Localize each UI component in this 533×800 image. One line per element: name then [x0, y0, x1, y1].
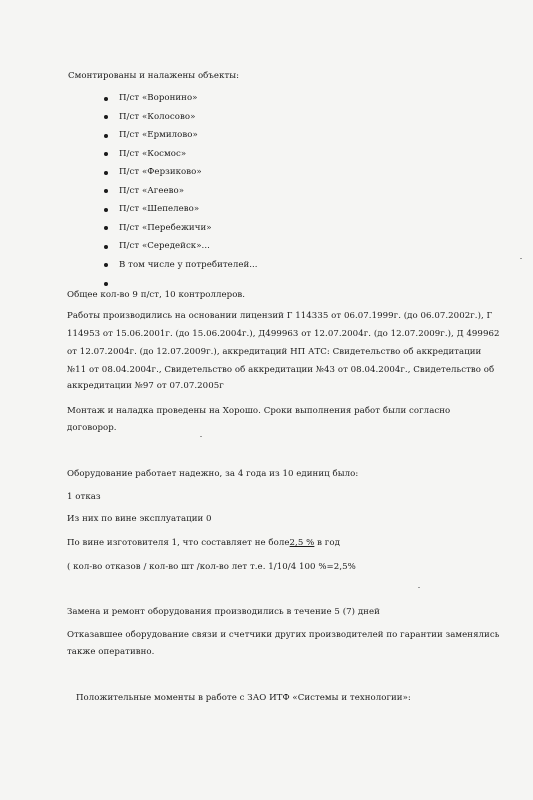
object-item: П/ст «Космос»	[119, 148, 187, 159]
object-item: П/ст «Ермилово»	[119, 130, 198, 140]
bullet-icon	[104, 282, 108, 286]
object-item: П/ст «Воронино»	[119, 93, 198, 103]
replacement-text: Замена и ремонт оборудования производились в течение 5 (7) дней	[67, 607, 380, 617]
bullet-icon	[104, 134, 108, 138]
reliability-text: Оборудование работает надежно, за 4 года из 10 единиц было:	[67, 469, 359, 479]
positive-moments-heading: Положительные моменты в работе с ЗАО ИТФ «Системы и технологии»:	[76, 693, 411, 703]
manufacturer-fault-suffix: в год	[314, 538, 340, 548]
total-count: Общее кол-во 9 п/ст, 10 контроллеров.	[67, 290, 246, 300]
bullet-icon	[104, 245, 108, 249]
object-item: П/ст «Середейск»...	[119, 241, 210, 251]
bullet-icon	[104, 97, 108, 101]
montage-line-1: Монтаж и наладка проведены на Хорошо. Сроки выполнения работ были согласно	[67, 406, 451, 416]
bullet-icon	[104, 115, 108, 119]
bullet-icon	[104, 152, 108, 156]
bullet-icon	[104, 208, 108, 212]
other-vendors-line-1: Отказавшее оборудование связи и счетчики других производителей по гарантии заменялись	[67, 630, 500, 640]
object-item: П/ст «Колосово»	[119, 111, 196, 122]
montage-line-2: договорор.	[67, 423, 117, 433]
manufacturer-fault	[67, 538, 340, 549]
object-item: В том числе у потребителей...	[119, 259, 258, 270]
intro-text: Смонтированы и налажены объекты:	[68, 71, 240, 81]
bullet-icon	[104, 226, 108, 230]
scan-speck	[418, 587, 420, 588]
manufacturer-fault-value: 2,5 %	[289, 538, 315, 548]
scan-speck	[200, 436, 202, 437]
manufacturer-fault-prefix: По вине изготовителя 1, что составляет не боле	[67, 538, 290, 548]
scan-speck	[520, 258, 522, 259]
object-item: П/ст «Ферзиково»	[119, 167, 202, 177]
object-item: П/ст «Перебежичи»	[119, 222, 212, 233]
failures-count: 1 отказ	[67, 492, 101, 502]
licenses-line-4: №11 от 08.04.2004г., Свидетельство об аккредитации №43 от 08.04.2004г., Свидетельство об	[67, 365, 495, 375]
licenses-line-3: от 12.07.2004г. (до 12.07.2009г.), аккредитаций НП АТС: Свидетельство об аккредитации	[67, 347, 482, 357]
licenses-line-1: Работы производились на основании лицензий Г 114335 от 06.07.1999г. (до 06.07.2002г.), Г	[67, 311, 493, 321]
formula-text: ( кол-во отказов / кол-во шт /кол-во лет т.е. 1/10/4 100 %=2,5%	[67, 562, 356, 572]
bullet-icon	[104, 189, 108, 193]
licenses-line-5: аккредитации №97 от 07.07.2005г	[67, 381, 224, 391]
object-item: П/ст «Шепелево»	[119, 204, 200, 214]
operation-fault: Из них по вине эксплуатации 0	[67, 514, 212, 524]
licenses-line-2: 114953 от 15.06.2001г. (до 15.06.2004г.), Д499963 от 12.07.2004г. (до 12.07.2009г.), Д 499962	[67, 329, 500, 339]
bullet-icon	[104, 171, 108, 175]
other-vendors-line-2: также оперативно.	[67, 647, 155, 657]
bullet-icon	[104, 263, 108, 267]
object-item: П/ст «Агеево»	[119, 185, 185, 196]
